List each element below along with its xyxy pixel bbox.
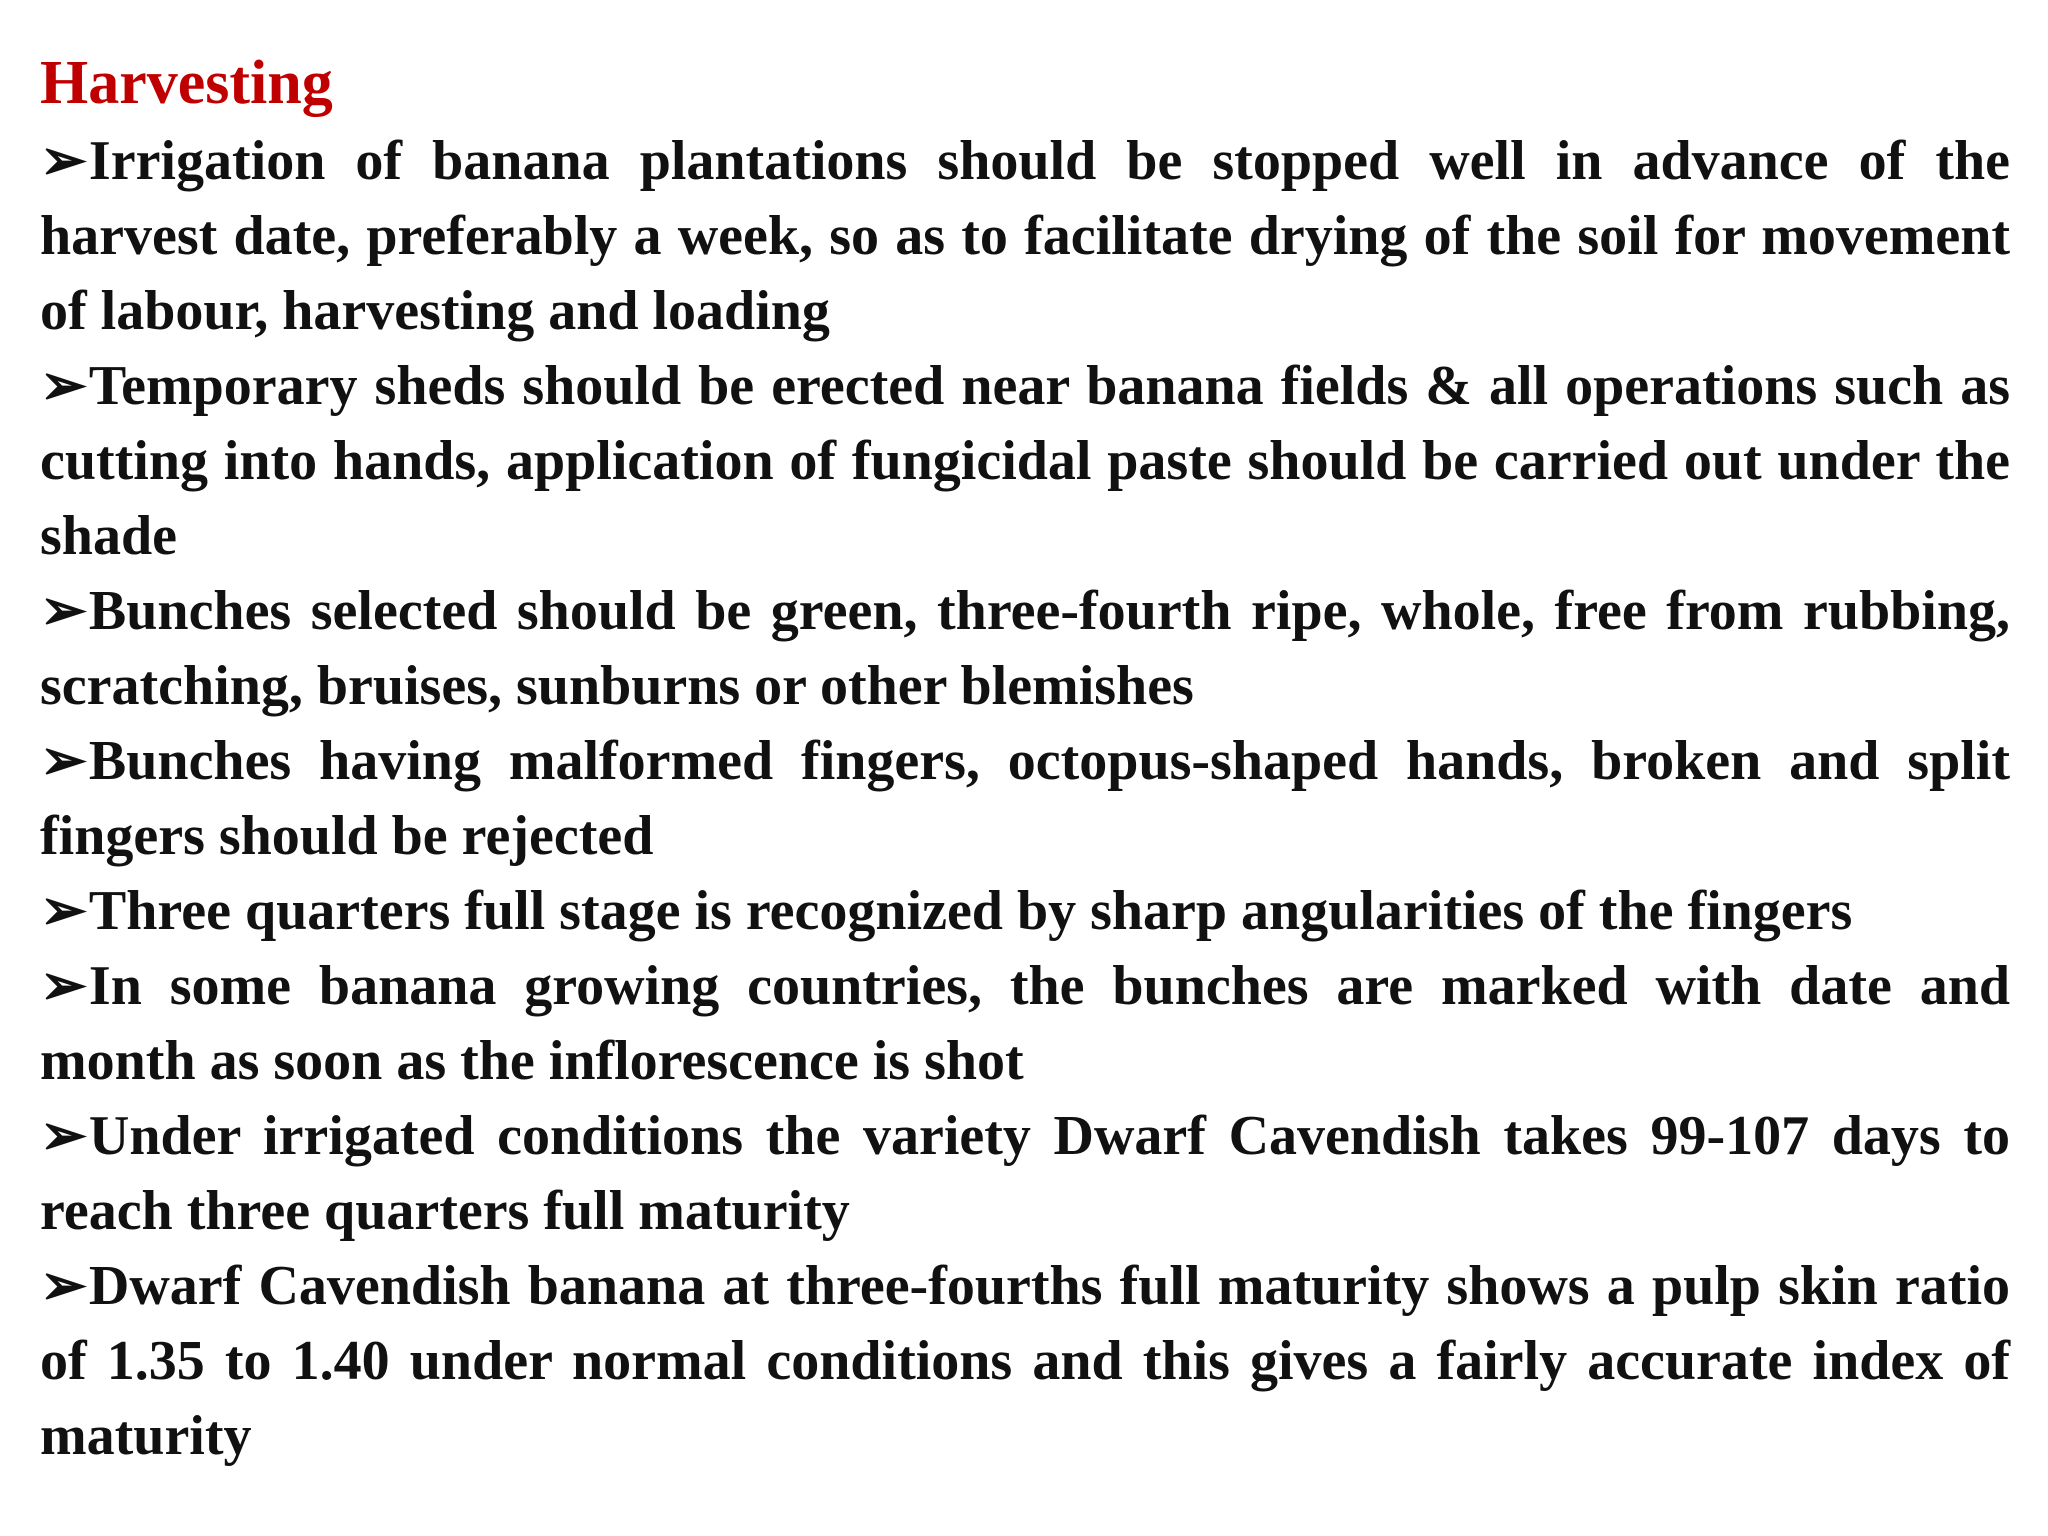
bullet-text: Temporary sheds should be erected near banana fields & all operations such as cutting into hands, application of fungicidal paste should be carried out under the shade	[40, 355, 2010, 567]
bullet-text: Dwarf Cavendish banana at three-fourths full maturity shows a pulp skin ratio of 1.35 to 1.40 under normal conditions and this gives a fairly accurate index of maturity	[40, 1255, 2010, 1467]
bullet-text: Bunches having malformed fingers, octopus-shaped hands, broken and split fingers should be rejected	[40, 730, 2010, 867]
bullet-text: Under irrigated conditions the variety Dwarf Cavendish takes 99-107 days to reach three quarters full maturity	[40, 1105, 2010, 1242]
slide	[40, 42, 2010, 1474]
arrow-bullet-icon: ➢	[40, 955, 87, 1017]
bullet-text: Irrigation of banana plantations should be stopped well in advance of the harvest date, preferably a week, so as to facilitate drying of the soil for movement of labour, harvesting and loading	[40, 130, 2010, 342]
arrow-bullet-icon: ➢	[40, 355, 87, 417]
bullet-item	[40, 124, 2010, 349]
arrow-bullet-icon: ➢	[40, 1255, 87, 1317]
arrow-bullet-icon: ➢	[40, 130, 87, 192]
bullet-text: Three quarters full stage is recognized by sharp angularities of the fingers	[88, 880, 1853, 942]
arrow-bullet-icon: ➢	[40, 730, 87, 792]
bullet-text: Bunches selected should be green, three-fourth ripe, whole, free from rubbing, scratching, bruises, sunburns or other blemishes	[40, 580, 2010, 717]
arrow-bullet-icon: ➢	[40, 580, 87, 642]
bullet-item	[40, 949, 2010, 1099]
bullet-list	[40, 124, 2010, 1474]
bullet-item	[40, 724, 2010, 874]
bullet-item	[40, 1099, 2010, 1249]
bullet-item	[40, 349, 2010, 574]
bullet-item	[40, 874, 2010, 949]
bullet-item	[40, 574, 2010, 724]
arrow-bullet-icon: ➢	[40, 1105, 87, 1167]
bullet-text: In some banana growing countries, the bunches are marked with date and month as soon as the inflorescence is shot	[40, 955, 2010, 1092]
arrow-bullet-icon: ➢	[40, 880, 87, 942]
bullet-item	[40, 1249, 2010, 1474]
slide-title: Harvesting	[40, 49, 333, 117]
